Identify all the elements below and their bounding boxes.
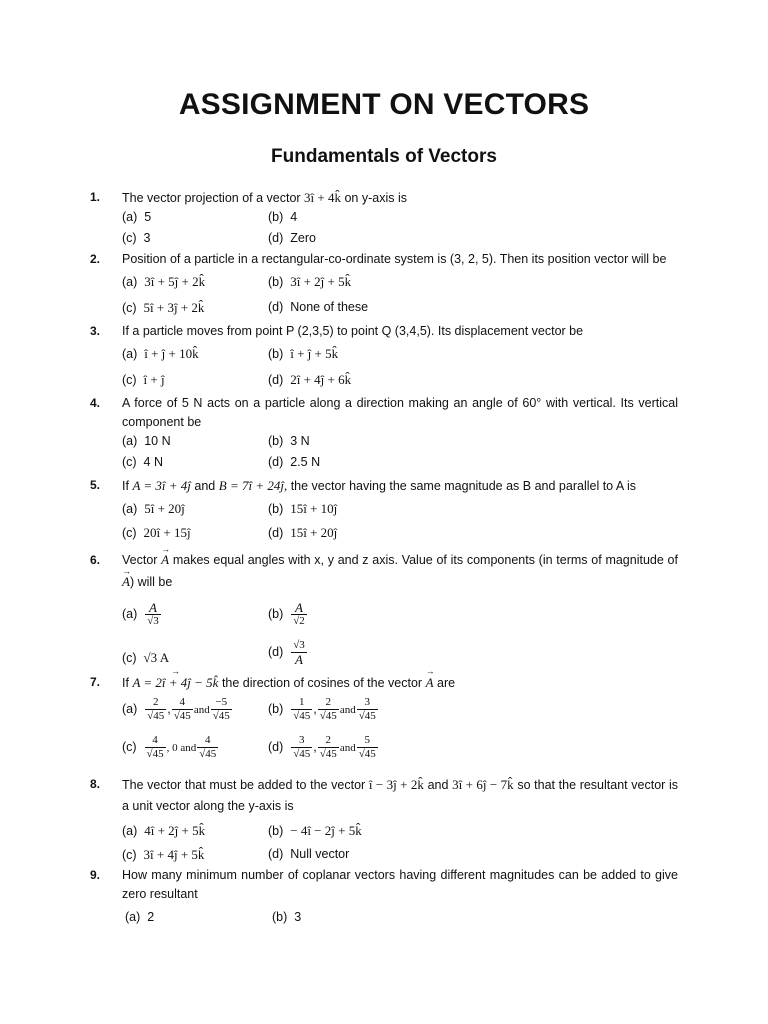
question-number: 7. (90, 675, 101, 689)
question-2 (90, 250, 678, 322)
math-expression: î − 3ĵ + 2k̂ (368, 777, 424, 792)
question-7 (90, 673, 678, 776)
option-b[interactable]: (b) $\frac{1}{√45}$ , $\frac{2}{√45}$ and $\frac{3}{√45}$ (268, 696, 376, 722)
options (122, 499, 678, 547)
question-stem: Vector → A makes equal angles with x, y and z axis. Value of its components (in terms of magnitude of → A) will be (122, 549, 678, 593)
section-title: Fundamentals of Vectors (271, 146, 497, 167)
option-d[interactable]: (d) Null vector (268, 847, 350, 861)
question-number: 3. (90, 324, 101, 338)
option-a[interactable]: (a) î + ĵ + 10k̂ (122, 346, 199, 361)
question-4 (90, 394, 678, 474)
question-stem: A force of 5 N acts on a particle along a direction making an angle of 60° with vertical. Its vertical component be (122, 396, 678, 429)
option-a[interactable]: (a) 10 N (122, 434, 171, 448)
option-c[interactable]: (c) $\frac{4}{√45}$ , 0 and $\frac{4}{√45}$ (122, 734, 217, 760)
vector-symbol: → A (122, 571, 130, 593)
math-expression: B = 7î + 24ĵ, (218, 478, 288, 493)
option-c[interactable]: (c) 3î + 4ĵ + 5k̂ (122, 847, 205, 862)
option-b[interactable]: (b) 15î + 10ĵ (268, 501, 338, 516)
question-number: 6. (90, 553, 101, 567)
option-b[interactable]: (b) 3 (272, 910, 302, 924)
option-b[interactable]: (b) î + ĵ + 5k̂ (268, 346, 339, 361)
option-c[interactable]: (c) 20î + 15ĵ (122, 525, 191, 540)
question-stem: The vector projection of a vector 3î + 4k̂ on y-axis is (122, 190, 408, 205)
option-b[interactable]: (b) 3 N (268, 434, 310, 448)
options (122, 344, 678, 394)
math-expression: 3î + 4k̂ (304, 190, 341, 205)
option-a[interactable]: (a) $\frac{A}{√3}$ (122, 600, 159, 627)
option-a[interactable]: (a) 2 (125, 910, 155, 924)
option-b[interactable]: (b) 4 (268, 210, 298, 224)
question-number: 1. (90, 190, 101, 204)
question-number: 8. (90, 777, 101, 791)
question-stem: If → A = 2î + 4ĵ − 5k̂ the direction of cosines of the vector → A are (122, 673, 678, 693)
question-stem: If a particle moves from point P (2,3,5) to point Q (3,4,5). Its displacement vector be (122, 324, 584, 338)
option-b[interactable]: (b) 3î + 2ĵ + 5k̂ (268, 274, 352, 289)
option-d[interactable]: (d) None of these (268, 300, 369, 314)
option-d[interactable]: (d) 15î + 20ĵ (268, 525, 338, 540)
option-c[interactable]: (c) î + ĵ (122, 372, 165, 387)
option-a[interactable]: (a) 5 (122, 210, 152, 224)
math-expression: A = 3î + 4ĵ (132, 478, 191, 493)
options (122, 908, 678, 930)
option-b[interactable]: (b) $\frac{A}{√2}$ (268, 600, 305, 627)
options (122, 208, 678, 250)
options (122, 432, 678, 474)
option-d[interactable]: (d) 2î + 4ĵ + 6k̂ (268, 372, 352, 387)
question-8 (90, 774, 678, 868)
vector-symbol: → A (161, 549, 169, 571)
question-stem: How many minimum number of coplanar vectors having different magnitudes can be added to give zero resultant (122, 868, 678, 901)
option-a[interactable]: (a) $\frac{2}{√45}$ , $\frac{4}{√45}$ and $\frac{-5}{√45}$ (122, 696, 230, 722)
question-number: 9. (90, 868, 101, 882)
option-d[interactable]: (d) Zero (268, 231, 316, 245)
option-a[interactable]: (a) 4î + 2ĵ + 5k̂ (122, 823, 206, 838)
options (122, 820, 678, 868)
question-stem: If A = 3î + 4ĵ and B = 7î + 24ĵ, the vector having the same magnitude as B and parallel to A is (122, 478, 637, 493)
option-d[interactable]: (d) $\frac{√3}{A}$ (268, 639, 305, 667)
question-number: 4. (90, 396, 101, 410)
option-b[interactable]: (b) − 4î − 2ĵ + 5k̂ (268, 823, 362, 838)
vector-symbol: → A (426, 673, 434, 692)
page-title: ASSIGNMENT ON VECTORS (178, 88, 590, 121)
question-9 (90, 866, 678, 930)
option-c[interactable]: (c) √3 A (122, 650, 170, 665)
question-5 (90, 476, 678, 547)
math-expression: 3î + 6ĵ − 7k̂ (452, 777, 514, 792)
question-1 (90, 188, 678, 250)
option-c[interactable]: (c) 5î + 3ĵ + 2k̂ (122, 300, 205, 315)
question-number: 2. (90, 252, 101, 266)
option-d[interactable]: (d) $\frac{3}{√45}$ , $\frac{2}{√45}$ and $\frac{5}{√45}$ (268, 734, 376, 760)
option-d[interactable]: (d) 2.5 N (268, 455, 321, 469)
options (122, 696, 678, 776)
math-expression: → A = 2î + 4ĵ − 5k̂ (132, 673, 218, 692)
options (122, 272, 678, 322)
option-a[interactable]: (a) 5î + 20ĵ (122, 501, 185, 516)
question-stem: Position of a particle in a rectangular-co-ordinate system is (3, 2, 5). Then its position vector will be (122, 252, 667, 266)
question-number: 5. (90, 478, 101, 492)
option-c[interactable]: (c) 3 (122, 231, 151, 245)
option-c[interactable]: (c) 4 N (122, 455, 163, 469)
option-a[interactable]: (a) 3î + 5ĵ + 2k̂ (122, 274, 206, 289)
question-stem: The vector that must be added to the vector î − 3ĵ + 2k̂ and 3î + 6ĵ − 7k̂ so that the resultant vector is a unit vector along the y-axis is (122, 777, 678, 813)
question-6 (90, 549, 678, 679)
question-3 (90, 322, 678, 394)
